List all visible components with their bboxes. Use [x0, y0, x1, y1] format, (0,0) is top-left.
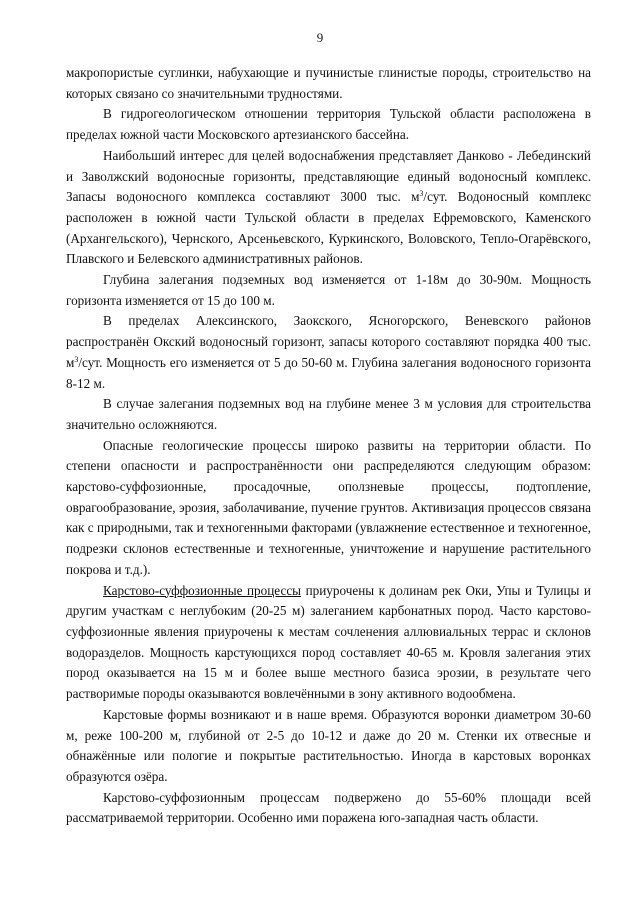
paragraph: [66, 63, 591, 104]
paragraph: [66, 146, 591, 270]
paragraph-text: Глубина залегания подземных вод изменяется от 1-18м до 30-90м. Мощность горизонта изменяется от 15 до 100 м.: [66, 272, 591, 308]
paragraph-text: В случае залегания подземных вод на глубине менее 3 м условия для строительства значительно осложняются.: [66, 396, 591, 432]
paragraph-text: /сут. Мощность его изменяется от 5 до 50-60 м. Глубина залегания водоносного горизонта 8-12 м.: [66, 354, 591, 391]
paragraph-text: /сут. Водоносный комплекс расположен в южной части Тульской области в пределах Ефремовского, Каменского (Архангельского), Чернского, Арсеньевского, Куркинского, Воловского, Тепло-Огарёвского, Плавского и Белевского административных районов.: [66, 189, 591, 267]
paragraph: [66, 436, 591, 581]
paragraph-text: макропористые суглинки, набухающие и пучинистые глинистые породы, строительство на которых связано со значительными трудностями.: [66, 65, 591, 101]
paragraph-text: В гидрогеологическом отношении территория Тульской области расположена в пределах южной части Московского артезианского бассейна.: [66, 106, 591, 143]
paragraph: [66, 394, 591, 435]
paragraph-text: приурочены к долинам рек Оки, Упы и Тулицы и другим участкам с неглубоким (20-25 м) залеганием карбонатных пород. Часто карстово-суффозионные явления приурочены к местам сочленения аллювиальных террас и склонов водоразделов. Мощность карстующихся пород составляет 40-65 м. Кровля залегания этих пород оказывается на 15 м и более выше местного базиса эрозии, в результате чего растворимые породы оказываются вовлечёнными в зону активного водообмена.: [66, 582, 591, 702]
paragraph-text: Наибольший интерес для целей водоснабжения представляет Данково - Лебединский и Заволжский водоносные горизонты, представляющие единый водоносный комплекс. Запасы водоносного комплекса составляют 3000 тыс. м: [66, 147, 591, 205]
superscript: 3: [74, 354, 79, 364]
underlined-term: Карстово-суффозионные процессы: [103, 582, 302, 598]
page-number: 9: [316, 30, 324, 45]
paragraph: [66, 104, 591, 145]
paragraph-text: Опасные геологические процессы широко развиты на территории области. По степени опасности и распространённости они распределяются следующим образом: карстово-суффозионные, просадочные, оползневые процессы, подтопление, оврагообразование, эрозия, заболачивание, пучение грунтов. Активизация процессов связана как с природными, так и техногенными факторами (увлажнение естественное и техногенное, подрезки склонов естественные и техногенные, уничтожение и нарушение растительного покрова и т.д.).: [66, 437, 591, 577]
document-body: [66, 63, 591, 829]
paragraph-text: Карстово-суффозионным процессам подвержено до 55-60% площади всей рассматриваемой территории. Особенно ими поражена юго-западная часть области.: [66, 789, 591, 826]
paragraph: [66, 311, 591, 394]
paragraph-text: Карстовые формы возникают и в наше время. Образуются воронки диаметром 30-60 м, реже 100-200 м, глубиной от 2-5 до 10-12 и даже до 20 м. Стенки их отвесные и обнажённые или пологие и покрытые растительностью. Иногда в карстовых воронках образуются озёра.: [66, 706, 591, 784]
paragraph: [66, 788, 591, 829]
paragraph: [66, 270, 591, 311]
paragraph-text: В пределах Алексинского, Заокского, Ясногорского, Веневского районов распространён Окский водоносный горизонт, запасы которого составляют порядка 400 тыс. м: [66, 313, 591, 370]
paragraph: [66, 705, 591, 788]
superscript: 3: [419, 189, 424, 199]
paragraph: [66, 581, 591, 705]
